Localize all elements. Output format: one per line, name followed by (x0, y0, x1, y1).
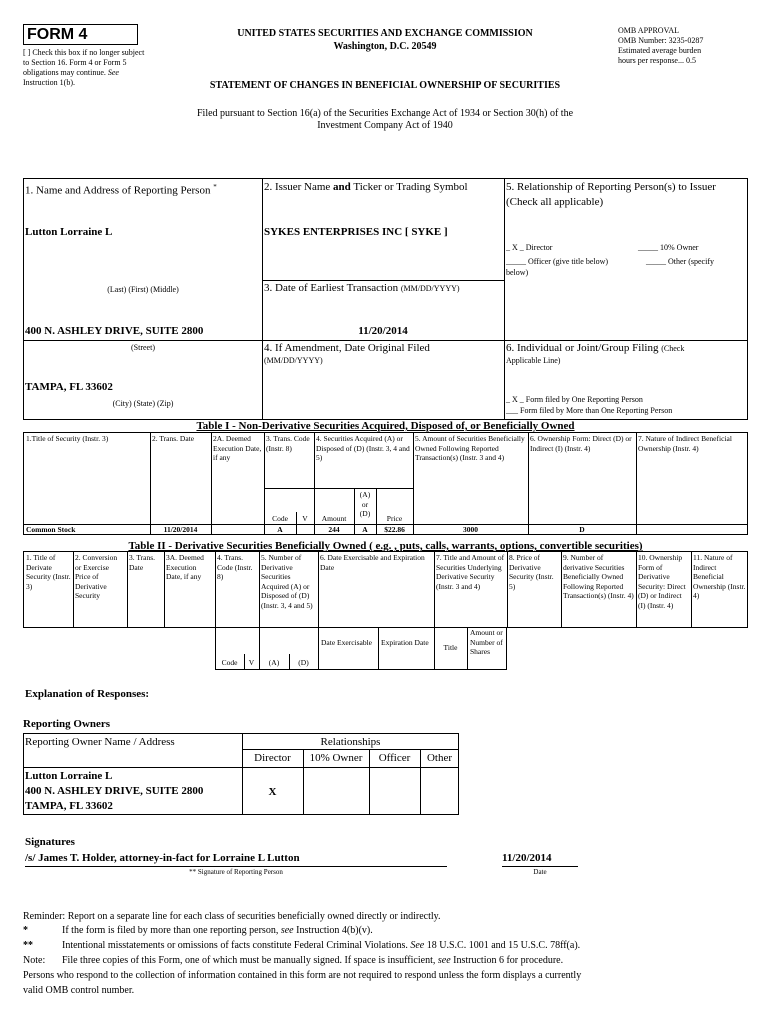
t1-row-owned: 3000 (463, 525, 478, 534)
divider (318, 627, 319, 670)
owner-name: Lutton Lorraine L (25, 770, 113, 782)
t1-row-ad: A (362, 525, 368, 534)
t2-col-code: 4. Trans. Code (Instr. 8) (217, 553, 253, 581)
footer-note-mark: Note: (23, 955, 46, 966)
t1-row-code: A (277, 525, 283, 534)
owners-title: Reporting Owners (23, 718, 111, 730)
t2-col-nature: 11. Nature of Indirect Beneficial Ownership (Instr. 4) (693, 553, 746, 600)
t2-col-conversion: 2. Conversion or Exercise Price of Derivative Security (75, 553, 118, 600)
t1-row-price: $22.86 (384, 525, 405, 534)
owner-street: 400 N. ASHLEY DRIVE, SUITE 2800 (25, 785, 204, 797)
owner-director-mark: X (268, 786, 277, 798)
signature-label: ** Signature of Reporting Person (189, 868, 283, 876)
section5-label: 5. Relationship of Reporting Person(s) to Issuer (Check all applicable) (506, 181, 716, 208)
t2-sub-d: (D) (298, 658, 309, 667)
t2-sub-title: Title (443, 643, 458, 652)
t2-col-number: 5. Number of Derivative Securities Acquired (A) or Disposed of (D) (Instr. 3, 4 and 5) (261, 553, 313, 610)
footer-star1-mark: * (23, 925, 28, 936)
filing-one-person: _ X _ Form filed by One Reporting Person (506, 395, 643, 404)
divider (262, 280, 505, 281)
t2-sub-v: V (248, 658, 255, 667)
agency-location: Washington, D.C. 20549 (333, 41, 437, 52)
t1-sub-code: Code (272, 514, 288, 523)
t1-row-form: D (579, 525, 585, 534)
t1-col-date: 2. Trans. Date (152, 434, 195, 443)
owners-col-ten: 10% Owner (309, 752, 363, 764)
section4-format: (MM/DD/YYYY) (264, 356, 323, 365)
reporting-person-street: 400 N. ASHLEY DRIVE, SUITE 2800 (25, 325, 204, 337)
t1-col-owned: 5. Amount of Securities Beneficially Owned Following Reported Transaction(s) (Instr. 3 and 4) (415, 434, 525, 462)
footer-reminder: Reminder: Report on a separate line for each class of securities beneficially owned directly or indirectly. (23, 911, 441, 922)
reporting-person-name: Lutton Lorraine L (25, 226, 113, 238)
t2-col-owned: 9. Number of derivative Securities Beneficially Owned Following Reported Transaction(s) (Instr. 4) (563, 553, 634, 600)
reporting-person-city: TAMPA, FL 33602 (25, 381, 113, 393)
t1-col-deemed: 2A. Deemed Execution Date, if any (213, 434, 262, 462)
t1-col-title: 1.Title of Security (Instr. 3) (26, 434, 109, 443)
check-box-notice: [ ] Check this box if no longer subject to Section 16. Form 4 or Form 5 obligations may continue. See Instruction 1(b). (23, 48, 145, 87)
section3-label: 3. Date of Earliest Transaction (MM/DD/YYYY) (264, 282, 460, 294)
divider (378, 627, 379, 670)
relationship-other-below: below) (506, 268, 529, 277)
t1-col-code: 3. Trans. Code (Instr. 8) (266, 434, 310, 453)
signature-line (25, 866, 447, 867)
t2-col-underlying: 7. Title and Amount of Securities Underlying Derivative Security (Instr. 3 and 4) (436, 553, 505, 591)
filed-pursuant: Filed pursuant to Section 16(a) of the Securities Exchange Act of 1934 or Section 30(h) of the Investment Company Act of 1940 (196, 108, 574, 131)
t2-col-price: 8. Price of Derivative Security (Instr. 5) (509, 553, 554, 591)
street-label: (Street) (131, 343, 155, 352)
t1-sub-ad: (A) or (D) (359, 490, 371, 518)
owner-city: TAMPA, FL 33602 (25, 800, 113, 812)
t2-col-form: 10. Ownership Form of Derivative Security: Direct (D) or Indirect (I) (Instr. 4) (638, 553, 686, 610)
t2-sub-amount: Amount or Number of Shares (470, 628, 503, 656)
t1-sub-price: Price (386, 514, 403, 523)
issuer-name: SYKES ENTERPRISES INC [ SYKE ] (264, 226, 448, 238)
signature-value: /s/ James T. Holder, attorney-in-fact for Lorraine L Lutton (25, 852, 300, 864)
agency-name: UNITED STATES SECURITIES AND EXCHANGE COMMISSION (237, 28, 533, 39)
section4-label: 4. If Amendment, Date Original Filed (264, 342, 430, 354)
filing-more-persons: ___ Form filed by More than One Reporting Person (506, 406, 673, 415)
table1-title: Table I - Non-Derivative Securities Acquired, Disposed of, or Beneficially Owned (196, 420, 575, 432)
owners-col-officer: Officer (378, 752, 411, 764)
earliest-transaction-date: 11/20/2014 (358, 325, 408, 337)
relationship-officer: _____ Officer (give title below) (506, 257, 609, 266)
t2-sub-code: Code (221, 658, 238, 667)
t1-row-amount: 244 (328, 525, 340, 534)
footer-star2: Intentional misstatements or omissions of facts constitute Federal Criminal Violations. See 18 U.S.C. 1001 and 15 U.S.C. 78ff(a). (62, 940, 581, 951)
relationship-director: _ X _ Director (506, 243, 553, 252)
t2-col-title: 1. Title of Derivate Security (Instr. 3) (26, 553, 71, 591)
form-title: FORM 4 (27, 26, 88, 43)
name-parts-label: (Last) (First) (Middle) (107, 285, 179, 294)
divider (23, 767, 459, 768)
owners-col-name: Reporting Owner Name / Address (25, 736, 175, 748)
reporting-info-box (23, 178, 748, 420)
t2-col-date: 3. Trans. Date (129, 553, 156, 572)
owners-col-other: Other (426, 752, 453, 764)
t2-col-deemed: 3A. Deemed Execution Date, if any (166, 553, 204, 581)
divider (504, 178, 505, 420)
footer-persons: Persons who respond to the collection of information contained in this form are not required to respond unless the form displays a currently valid OMB control number. (23, 970, 582, 996)
city-parts-label: (City) (State) (Zip) (112, 399, 174, 408)
t1-row-title: Common Stock (26, 525, 76, 534)
owners-col-relationships: Relationships (320, 736, 381, 748)
relationship-ten-percent: _____ 10% Owner (638, 243, 699, 252)
signatures-title: Signatures (25, 836, 75, 848)
statement-title: STATEMENT OF CHANGES IN BENEFICIAL OWNERSHIP OF SECURITIES (209, 80, 561, 91)
t1-col-acquired: 4. Securities Acquired (A) or Disposed of (D) (Instr. 3, 4 and 5) (316, 434, 410, 462)
t2-col-exercisable: 6. Date Exercisable and Expiration Date (320, 553, 425, 572)
t2-sub-expiration: Expiration Date (381, 638, 429, 647)
t2-sub-a: (A) (268, 658, 280, 667)
relationship-other: _____ Other (specify (646, 257, 714, 266)
section6-label: 6. Individual or Joint/Group Filing (Check (506, 342, 685, 354)
omb-approval: OMB APPROVAL OMB Number: 3235-0287 Estimated average burden hours per response... 0.5 (618, 26, 704, 65)
t1-sub-amount: Amount (321, 514, 347, 523)
explanation-title: Explanation of Responses: (25, 688, 150, 700)
divider (264, 488, 414, 489)
section2-label: 2. Issuer Name and Ticker or Trading Symbol (264, 181, 468, 193)
table2-title: Table II - Derivative Securities Beneficially Owned ( e.g. , puts, calls, warrants, options, convertible securities) (128, 540, 643, 552)
divider (150, 432, 151, 535)
divider (23, 340, 505, 341)
divider (504, 340, 748, 341)
footer-star2-mark: ** (23, 940, 33, 951)
section6-label2: Applicable Line) (506, 356, 561, 365)
date-line (502, 866, 578, 867)
section1-label: 1. Name and Address of Reporting Person * (25, 183, 217, 197)
t1-sub-v: V (302, 514, 308, 523)
t2-sub-exercisable: Date Exercisable (321, 638, 373, 647)
divider (262, 178, 263, 420)
form-title-box (23, 24, 138, 45)
owners-col-director: Director (254, 752, 291, 764)
divider (242, 749, 459, 750)
t1-row-date: 11/20/2014 (163, 525, 198, 534)
date-label: Date (533, 868, 547, 876)
footer-note: File three copies of this Form, one of which must be manually signed. If space is insufficient, see Instruction 6 for procedure. (62, 955, 564, 966)
signature-date: 11/20/2014 (502, 852, 552, 864)
t1-col-nature: 7. Nature of Indirect Beneficial Ownership (Instr. 4) (638, 434, 732, 453)
footer-star1: If the form is filed by more than one reporting person, see Instruction 4(b)(v). (62, 925, 373, 936)
t1-col-form: 6. Ownership Form: Direct (D) or Indirect (I) (Instr. 4) (530, 434, 632, 453)
